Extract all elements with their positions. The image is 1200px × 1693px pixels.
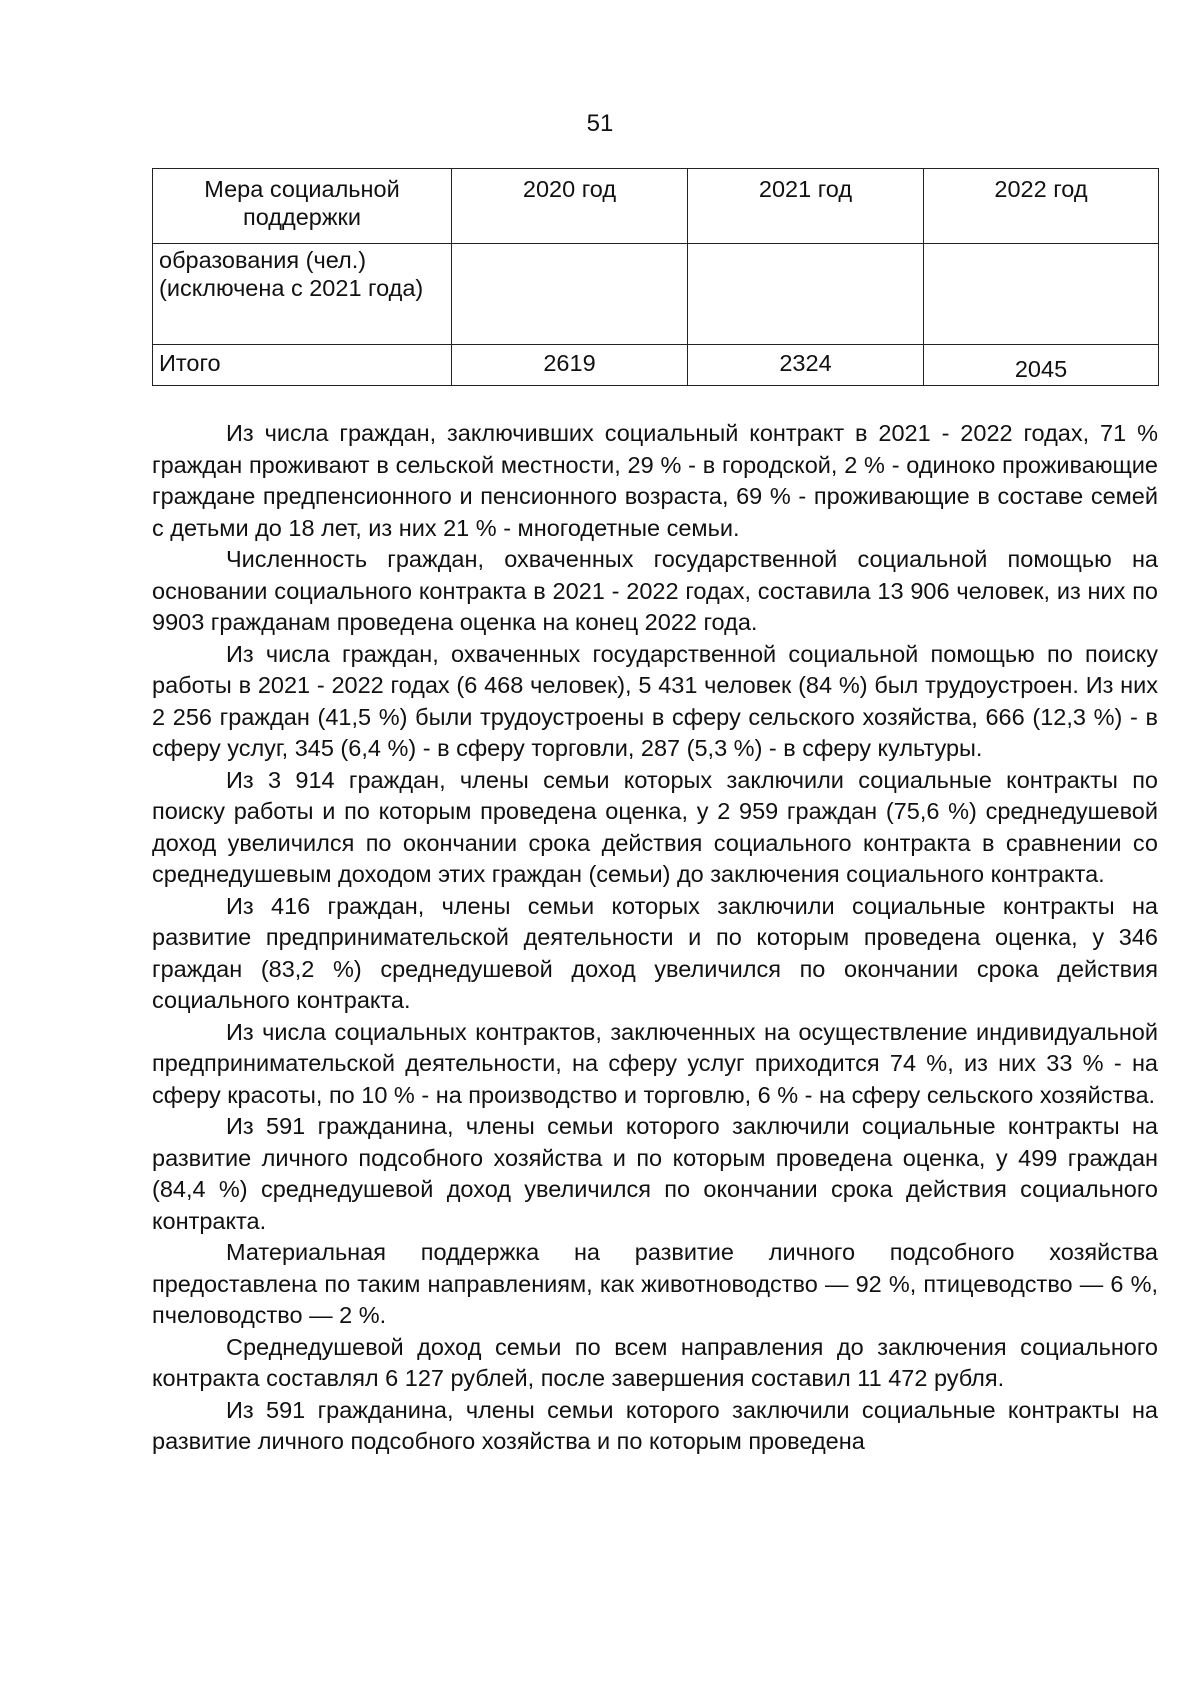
- header-measure: Мера социальной поддержки: [153, 169, 452, 244]
- table-row: [153, 244, 1159, 345]
- row-total-label: Итого: [153, 345, 452, 386]
- row-education-2020: [452, 244, 688, 345]
- header-2021: 2021 год: [688, 169, 924, 244]
- row-total-2021: 2324: [688, 345, 924, 386]
- row-education-label: образования (чел.) (исключена с 2021 года): [153, 244, 452, 345]
- row-total-2022: 2045: [924, 345, 1159, 386]
- header-2020: 2020 год: [452, 169, 688, 244]
- body-text: [152, 418, 1158, 1458]
- paragraph-average-income: Среднедушевой доход семьи по всем направления до заключения социального контракта составлял 6 127 рублей, после завершения составил 11 472 рубля.: [152, 1333, 1158, 1391]
- paragraph-individual-business: Из числа социальных контрактов, заключенных на осуществление индивидуальной предпринимательской деятельности, на сферу услуг приходится 74 %, из них 33 % - на сферу красоты, по 10 % - на производство и торговлю, 6 % - на сферу сельского хозяйства.: [152, 1018, 1158, 1108]
- paragraph-household-farming: Из 591 гражданина, члены семьи которого заключили социальные контракты на развитие личного подсобного хозяйства и по которым проведена оценка, у 499 граждан (84,4 %) среднедушевой доход увеличился по окончании срока действия социального контракта.: [152, 1113, 1158, 1234]
- paragraph-entrepreneurship: Из 416 граждан, члены семьи которых заключили социальные контракты на развитие предпринимательской деятельности и по которым проведена оценка, у 346 граждан (83,2 %) среднедушевой доход увеличился по окончании срока действия социального контракта.: [152, 892, 1158, 1013]
- paragraph-household-farming-continued: Из 591 гражданина, члены семьи которого заключили социальные контракты на развитие личного подсобного хозяйства и по которым проведена: [152, 1396, 1158, 1454]
- support-measures-table: [152, 168, 1159, 386]
- paragraph-material-support: Материальная поддержка на развитие личного подсобного хозяйства предоставлена по таким направлениям, как животноводство — 92 %, птицеводство — 6 %, пчеловодство — 2 %.: [152, 1239, 1158, 1328]
- page-number: 51: [586, 110, 614, 137]
- row-education-2022: [924, 244, 1159, 345]
- paragraph-rural-share: Из числа граждан, заключивших социальный контракт в 2021 - 2022 годах, 71 % граждан проживают в сельской местности, 29 % - в городской, 2 % - одиноко проживающие граждане предпенсионного и пенсионного возраста, 69 % - проживающие в составе семей с детьми до 18 лет, из них 21 % - многодетные семьи.: [152, 420, 1158, 541]
- table-header-row: [153, 169, 1159, 244]
- row-education-2021: [688, 244, 924, 345]
- table-row-total: [153, 345, 1159, 386]
- paragraph-coverage: Численность граждан, охваченных государственной социальной помощью на основании социального контракта в 2021 - 2022 годах, составила 13 906 человек, из них по 9903 гражданам проведена оценка на конец 2022 года.: [152, 546, 1158, 635]
- row-total-2020: 2619: [452, 345, 688, 386]
- paragraph-job-search: Из числа граждан, охваченных государственной социальной помощью по поиску работы в 2021 - 2022 годах (6 468 человек), 5 431 человек (84 %) был трудоустроен. Из них 2 256 граждан (41,5 %) были трудоустроены в сферу сельского хозяйства, 666 (12,3 %) - в сферу услуг, 345 (6,4 %) - в сферу торговли, 287 (5,3 %) - в сферу культуры.: [152, 640, 1158, 761]
- header-2022: 2022 год: [924, 169, 1159, 244]
- paragraph-job-search-income: Из 3 914 граждан, члены семьи которых заключили социальные контракты по поиску работы и по которым проведена оценка, у 2 959 граждан (75,6 %) среднедушевой доход увеличился по окончании срока действия социального контракта в сравнении со среднедушевым доходом этих граждан (семьи) до заключения социального контракта.: [152, 766, 1158, 887]
